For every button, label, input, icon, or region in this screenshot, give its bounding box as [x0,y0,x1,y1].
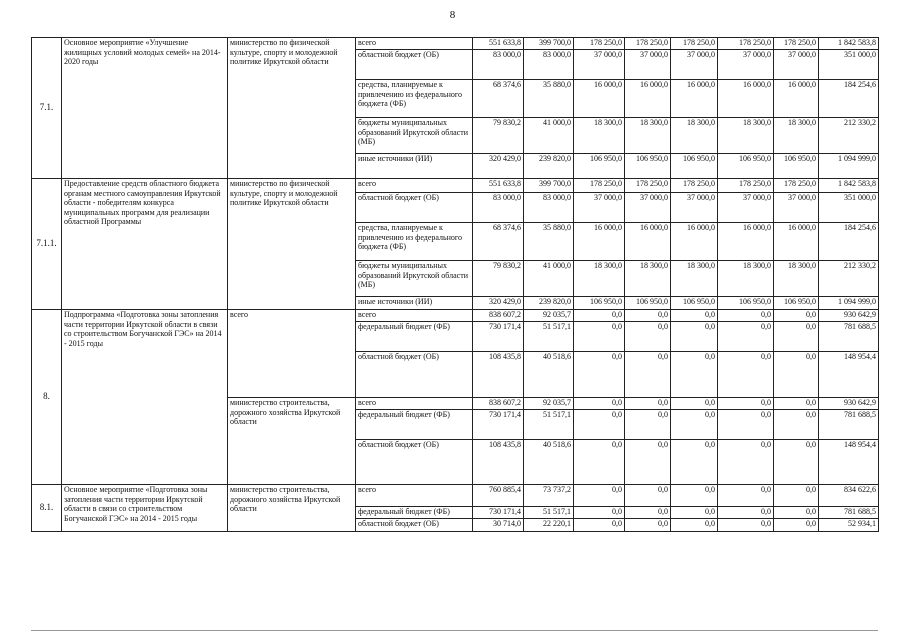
value-cell: 0,0 [671,310,718,322]
value-cell: 16 000,0 [574,80,625,118]
value-cell: 0,0 [625,507,671,519]
value-cell: 0,0 [718,310,774,322]
value-cell: 0,0 [671,410,718,440]
value-cell: 320 429,0 [473,154,524,179]
value-total: 351 000,0 [819,50,879,80]
value-cell: 37 000,0 [574,193,625,223]
value-cell: 83 000,0 [524,193,574,223]
value-cell: 0,0 [625,440,671,485]
value-cell: 0,0 [718,398,774,410]
value-cell: 0,0 [671,507,718,519]
value-cell: 551 633,8 [473,38,524,50]
value-total: 1 842 583,8 [819,179,879,193]
value-cell: 0,0 [774,310,819,322]
value-cell: 16 000,0 [774,80,819,118]
value-cell: 0,0 [574,310,625,322]
value-cell: 40 518,6 [524,352,574,398]
funding-source: иные источники (ИИ) [356,154,473,179]
value-cell: 51 517,1 [524,322,574,352]
value-total: 148 954,4 [819,352,879,398]
value-cell: 18 300,0 [774,261,819,297]
value-cell: 0,0 [574,322,625,352]
value-cell: 178 250,0 [671,179,718,193]
value-cell: 106 950,0 [718,154,774,179]
funding-source: областной бюджет (ОБ) [356,50,473,80]
value-cell: 37 000,0 [718,193,774,223]
table-row [32,310,879,322]
value-cell: 79 830,2 [473,118,524,154]
value-total: 781 688,5 [819,322,879,352]
funding-source: средства, планируемые к привлечению из федерального бюджета (ФБ) [356,80,473,118]
item-title: Подпрограмма «Подготовка зоны затопления части территории Иркутской области в связи со строительством Богучанской ГЭС» на 2014 - 2015 годы [62,310,228,485]
value-total: 212 330,2 [819,261,879,297]
value-cell: 0,0 [774,352,819,398]
value-cell: 0,0 [718,352,774,398]
value-cell: 108 435,8 [473,440,524,485]
funding-source: областной бюджет (ОБ) [356,519,473,532]
value-cell: 41 000,0 [524,261,574,297]
value-cell: 178 250,0 [574,38,625,50]
value-total: 184 254,6 [819,80,879,118]
budget-table [31,37,879,532]
value-cell: 18 300,0 [574,118,625,154]
value-cell: 22 220,1 [524,519,574,532]
value-cell: 0,0 [671,352,718,398]
value-cell: 37 000,0 [718,50,774,80]
value-cell: 35 880,0 [524,80,574,118]
value-cell: 239 820,0 [524,297,574,310]
value-cell: 178 250,0 [625,38,671,50]
table-row [32,38,879,50]
value-cell: 730 171,4 [473,507,524,519]
value-cell: 0,0 [625,322,671,352]
funding-source: всего [356,179,473,193]
value-cell: 178 250,0 [625,179,671,193]
value-cell: 838 607,2 [473,398,524,410]
value-total: 1 842 583,8 [819,38,879,50]
table-row [32,179,879,193]
value-total: 930 642,9 [819,398,879,410]
value-cell: 106 950,0 [774,297,819,310]
value-total: 52 934,1 [819,519,879,532]
item-index: 8.1. [32,485,62,532]
value-cell: 178 250,0 [774,38,819,50]
value-cell: 0,0 [718,410,774,440]
value-cell: 0,0 [625,310,671,322]
value-cell: 30 714,0 [473,519,524,532]
value-cell: 0,0 [718,322,774,352]
executor: министерство строительства, дорожного хозяйства Иркутской области [228,485,356,532]
value-cell: 0,0 [671,519,718,532]
value-cell: 0,0 [625,410,671,440]
value-cell: 106 950,0 [625,297,671,310]
funding-source: областной бюджет (ОБ) [356,440,473,485]
value-cell: 0,0 [774,410,819,440]
value-cell: 16 000,0 [718,223,774,261]
value-total: 148 954,4 [819,440,879,485]
value-cell: 16 000,0 [718,80,774,118]
value-cell: 16 000,0 [671,80,718,118]
value-cell: 37 000,0 [774,50,819,80]
executor: министерство по физической культуре, спорту и молодежной политике Иркутской области [228,38,356,179]
value-cell: 18 300,0 [718,118,774,154]
value-cell: 0,0 [774,322,819,352]
item-title: Основное мероприятие «Улучшение жилищных условий молодых семей» на 2014-2020 годы [62,38,228,179]
funding-source: федеральный бюджет (ФБ) [356,507,473,519]
value-cell: 18 300,0 [671,118,718,154]
value-cell: 106 950,0 [574,154,625,179]
value-cell: 16 000,0 [774,223,819,261]
value-cell: 18 300,0 [625,118,671,154]
funding-source: областной бюджет (ОБ) [356,193,473,223]
value-cell: 37 000,0 [625,193,671,223]
funding-source: всего [356,38,473,50]
value-cell: 0,0 [774,398,819,410]
value-cell: 41 000,0 [524,118,574,154]
value-total: 834 622,6 [819,485,879,507]
value-cell: 178 250,0 [718,179,774,193]
funding-source: всего [356,310,473,322]
value-total: 781 688,5 [819,410,879,440]
value-cell: 83 000,0 [524,50,574,80]
value-cell: 0,0 [774,507,819,519]
table-row [32,485,879,507]
value-cell: 178 250,0 [671,38,718,50]
value-cell: 108 435,8 [473,352,524,398]
page-bottom-rule [31,630,878,631]
value-cell: 0,0 [574,507,625,519]
value-cell: 0,0 [574,410,625,440]
value-total: 212 330,2 [819,118,879,154]
executor: министерство по физической культуре, спорту и молодежной политике Иркутской области [228,179,356,310]
page-number: 8 [449,9,456,21]
value-cell: 0,0 [574,352,625,398]
value-cell: 16 000,0 [671,223,718,261]
item-title: Предоставление средств областного бюджета органам местного самоуправления Иркутской области - победителям конкурса муниципальных программ для реализации областной Программы [62,179,228,310]
value-cell: 18 300,0 [574,261,625,297]
value-cell: 40 518,6 [524,440,574,485]
value-cell: 18 300,0 [671,261,718,297]
value-cell: 0,0 [574,440,625,485]
value-cell: 16 000,0 [625,223,671,261]
value-cell: 0,0 [625,352,671,398]
value-cell: 35 880,0 [524,223,574,261]
value-cell: 838 607,2 [473,310,524,322]
value-cell: 760 885,4 [473,485,524,507]
value-cell: 0,0 [718,519,774,532]
value-cell: 37 000,0 [671,50,718,80]
value-cell: 178 250,0 [718,38,774,50]
value-cell: 18 300,0 [625,261,671,297]
value-cell: 106 950,0 [671,297,718,310]
value-cell: 178 250,0 [574,179,625,193]
value-cell: 106 950,0 [625,154,671,179]
value-total: 184 254,6 [819,223,879,261]
value-cell: 0,0 [625,519,671,532]
funding-source: средства, планируемые к привлечению из федерального бюджета (ФБ) [356,223,473,261]
value-cell: 0,0 [671,485,718,507]
value-cell: 0,0 [574,519,625,532]
value-cell: 551 633,8 [473,179,524,193]
value-cell: 92 035,7 [524,398,574,410]
value-cell: 68 374,6 [473,80,524,118]
item-index: 7.1. [32,38,62,179]
value-total: 351 000,0 [819,193,879,223]
value-total: 781 688,5 [819,507,879,519]
funding-source: областной бюджет (ОБ) [356,352,473,398]
value-cell: 106 950,0 [671,154,718,179]
value-cell: 37 000,0 [671,193,718,223]
value-cell: 106 950,0 [718,297,774,310]
value-cell: 0,0 [574,485,625,507]
value-cell: 16 000,0 [625,80,671,118]
funding-source: всего [356,398,473,410]
executor: всего [228,310,356,398]
value-cell: 0,0 [625,485,671,507]
value-cell: 0,0 [671,440,718,485]
value-cell: 106 950,0 [774,154,819,179]
value-cell: 320 429,0 [473,297,524,310]
value-cell: 0,0 [718,507,774,519]
value-cell: 0,0 [774,519,819,532]
value-cell: 51 517,1 [524,507,574,519]
funding-source: всего [356,485,473,507]
value-cell: 18 300,0 [718,261,774,297]
executor: министерство строительства, дорожного хозяйства Иркутской области [228,398,356,485]
value-cell: 0,0 [718,440,774,485]
funding-source: федеральный бюджет (ФБ) [356,410,473,440]
item-title: Основное мероприятие «Подготовка зоны затопления части территории Иркутской области в связи со строительством Богучанской ГЭС» на 2014 - 2015 годы [62,485,228,532]
value-cell: 730 171,4 [473,322,524,352]
value-cell: 0,0 [574,398,625,410]
value-cell: 73 737,2 [524,485,574,507]
value-cell: 0,0 [671,398,718,410]
budget-table-body [32,38,879,532]
value-cell: 0,0 [774,485,819,507]
value-cell: 83 000,0 [473,50,524,80]
value-total: 930 642,9 [819,310,879,322]
value-cell: 239 820,0 [524,154,574,179]
value-cell: 37 000,0 [574,50,625,80]
value-cell: 92 035,7 [524,310,574,322]
value-cell: 83 000,0 [473,193,524,223]
value-cell: 730 171,4 [473,410,524,440]
funding-source: иные источники (ИИ) [356,297,473,310]
funding-source: бюджеты муниципальных образований Иркутской области (МБ) [356,118,473,154]
value-cell: 399 700,0 [524,179,574,193]
value-cell: 106 950,0 [574,297,625,310]
item-index: 8. [32,310,62,485]
value-total: 1 094 999,0 [819,154,879,179]
value-total: 1 094 999,0 [819,297,879,310]
value-cell: 0,0 [774,440,819,485]
value-cell: 79 830,2 [473,261,524,297]
funding-source: федеральный бюджет (ФБ) [356,322,473,352]
value-cell: 0,0 [671,322,718,352]
value-cell: 16 000,0 [574,223,625,261]
value-cell: 0,0 [718,485,774,507]
value-cell: 37 000,0 [625,50,671,80]
funding-source: бюджеты муниципальных образований Иркутской области (МБ) [356,261,473,297]
item-index: 7.1.1. [32,179,62,310]
value-cell: 68 374,6 [473,223,524,261]
value-cell: 399 700,0 [524,38,574,50]
value-cell: 51 517,1 [524,410,574,440]
value-cell: 18 300,0 [774,118,819,154]
value-cell: 0,0 [625,398,671,410]
value-cell: 37 000,0 [774,193,819,223]
value-cell: 178 250,0 [774,179,819,193]
